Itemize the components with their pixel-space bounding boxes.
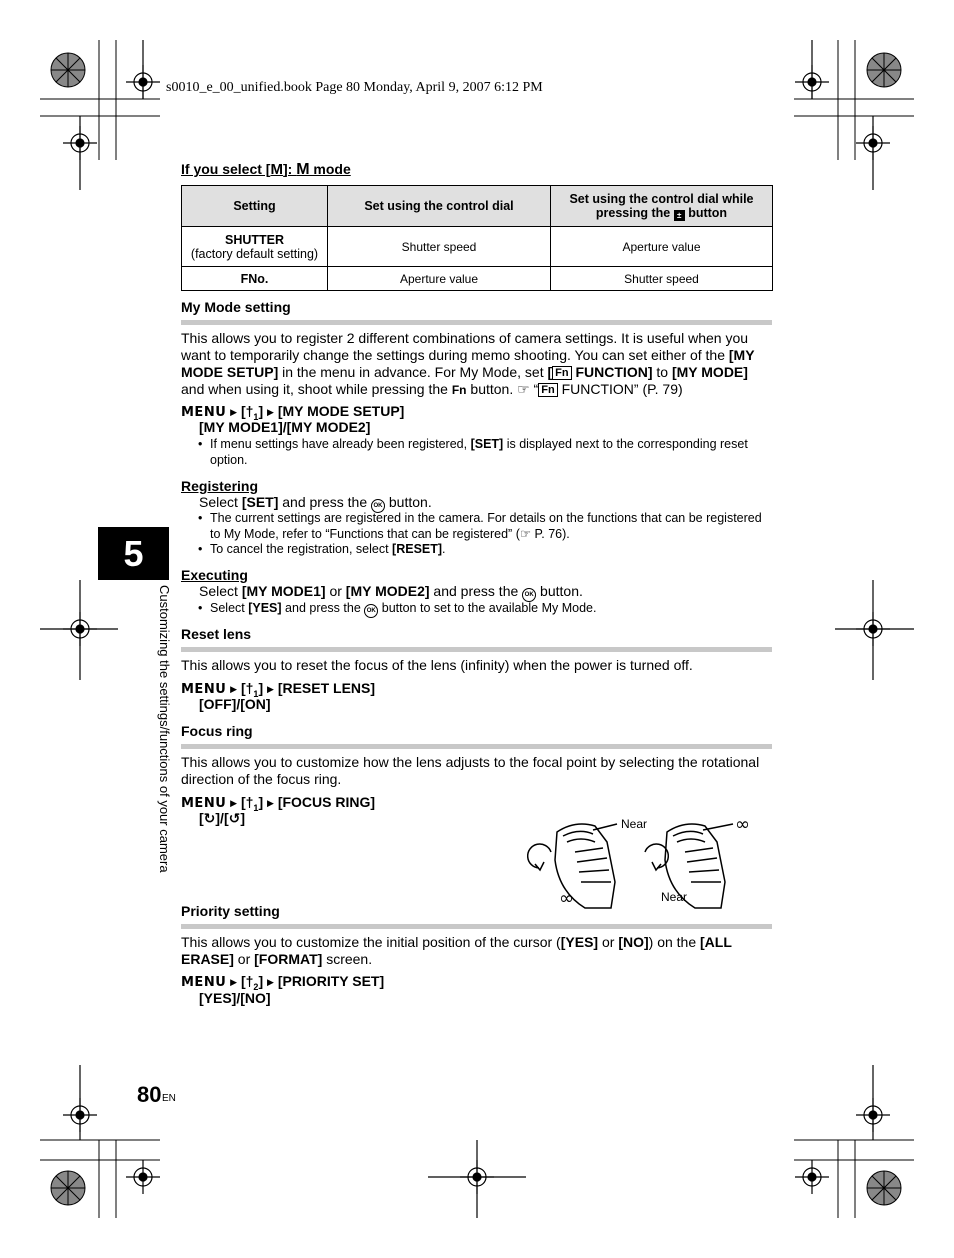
language-code: EN [162, 1093, 176, 1104]
triangle-right-icon: ▶ [230, 684, 238, 694]
near-label: Near [621, 817, 648, 831]
table-header-row [182, 186, 773, 227]
section-rule [181, 744, 772, 749]
section-title: Priority setting [181, 903, 280, 919]
chapter-tab: 5 [98, 527, 169, 580]
priority-paragraph: This allows you to customize the initial position of the cursor ([YES] or [NO]) on the [ALL ERASE] or [FORMAT] screen. [181, 934, 732, 967]
near-label: Near [661, 890, 688, 904]
triangle-right-icon: ▶ [230, 407, 238, 417]
table-cell: SHUTTER (factory default setting) [182, 227, 328, 267]
bullet-item: • Select [YES] and press the OK button to set to the available My Mode. [198, 600, 768, 618]
table-cell: Aperture value [551, 227, 773, 267]
executing-instruction: Select [MY MODE1] or [MY MODE2] and press the OK button. [199, 583, 583, 602]
table-header-cell: Setting [182, 186, 328, 227]
section-rule [181, 647, 772, 652]
chapter-side-title: Customizing the settings/functions of your camera [157, 585, 172, 873]
triangle-right-icon: ▶ [267, 684, 274, 694]
focus-ring-lens-illustration [515, 812, 765, 912]
triangle-right-icon: ▶ [267, 798, 274, 808]
m-icon: M [270, 161, 283, 178]
infinity-label: ∞ [559, 888, 574, 909]
subsection-title: Registering [181, 478, 259, 494]
menu-options: [MY MODE1]/[MY MODE2] [199, 419, 371, 435]
focus-ring-paragraph: This allows you to customize how the lens adjusts to the focal point by selecting the rotational direction of the focus ring. [181, 754, 760, 787]
clockwise-arrow-icon [528, 844, 551, 868]
reset-lens-paragraph: This allows you to reset the focus of the lens (infinity) when the power is turned off. [181, 657, 693, 673]
menu-path: MENU ▶ $[\dagger_1]$ ▶ [RESET LENS] [181, 680, 376, 699]
page-number: 80 [137, 1082, 162, 1107]
table-cell: Shutter speed [328, 227, 551, 267]
m-icon: M [296, 161, 310, 178]
subsection-title: Executing [181, 567, 248, 583]
m-mode-title: If you select [M]: M mode [181, 161, 351, 178]
bullet-item: • If menu settings have already been registered, [SET] is displayed next to the corresponding reset option. [198, 437, 748, 467]
section-title: Focus ring [181, 723, 253, 739]
table-cell: FNo. [182, 267, 328, 291]
menu-options: [OFF]/[ON] [199, 696, 271, 712]
triangle-right-icon: ▶ [267, 977, 274, 987]
reference-icon: ☞ [517, 381, 530, 397]
fn-button-icon: Fn [451, 383, 467, 397]
section-rule [181, 924, 772, 929]
infinity-label: ∞ [735, 814, 750, 835]
menu-options: [YES]/[NO] [199, 990, 271, 1006]
triangle-right-icon: ▶ [230, 798, 238, 808]
m-mode-table [181, 185, 773, 291]
section-title: Reset lens [181, 626, 252, 642]
my-mode-paragraph: This allows you to register 2 different combinations of camera settings. It is useful when you want to temporarily change the settings during memo shooting. You can set either of the [MY MODE SETUP] in the menu in advance. For My Mode, set [ Fn FUNCTION] to [MY MODE] and when using it, shoot while pressing the Fn button. ☞ “ Fn FUNCTION” (P. 79) [181, 330, 755, 397]
section-title: My Mode setting [181, 299, 291, 315]
menu-path: MENU ▶ $[\dagger_1]$ ▶ [MY MODE SETUP] [181, 403, 405, 422]
menu-path: MENU ▶ $[\dagger_2]$ ▶ [PRIORITY SET] [181, 973, 385, 992]
reference-icon: ☞ [519, 527, 535, 541]
table-header-cell: Set using the control dial while pressing the ± button [551, 186, 773, 227]
table-cell: Aperture value [328, 267, 551, 291]
menu-options: [↻]/[↺] [199, 810, 245, 826]
table-header-cell: Set using the control dial [328, 186, 551, 227]
triangle-right-icon: ▶ [267, 407, 274, 417]
ok-button-icon: OK [371, 499, 385, 513]
table-row [182, 227, 773, 267]
book-header: s0010_e_00_unified.book Page 80 Monday, April 9, 2007 6:12 PM [166, 80, 543, 95]
ok-button-icon: OK [522, 588, 536, 602]
table-cell: Shutter speed [551, 267, 773, 291]
table-row [182, 267, 773, 291]
bullet-item: • The current settings are registered in the camera. For details on the functions that can be registered to My Mode, refer to “Functions that can be registered” (☞ P. 76). [198, 511, 762, 541]
triangle-right-icon: ▶ [230, 977, 238, 987]
exposure-compensation-icon: ± [674, 210, 685, 221]
registering-instruction: Select [SET] and press the OK button. [199, 494, 432, 513]
fn-button-icon: Fn [552, 366, 571, 380]
section-rule [181, 320, 772, 325]
bullet-item: • To cancel the registration, select [RESET]. [198, 542, 446, 556]
menu-path: MENU ▶ $[\dagger_1]$ ▶ [FOCUS RING] [181, 794, 376, 813]
ok-button-icon: OK [364, 604, 378, 618]
fn-button-icon: Fn [538, 383, 557, 397]
